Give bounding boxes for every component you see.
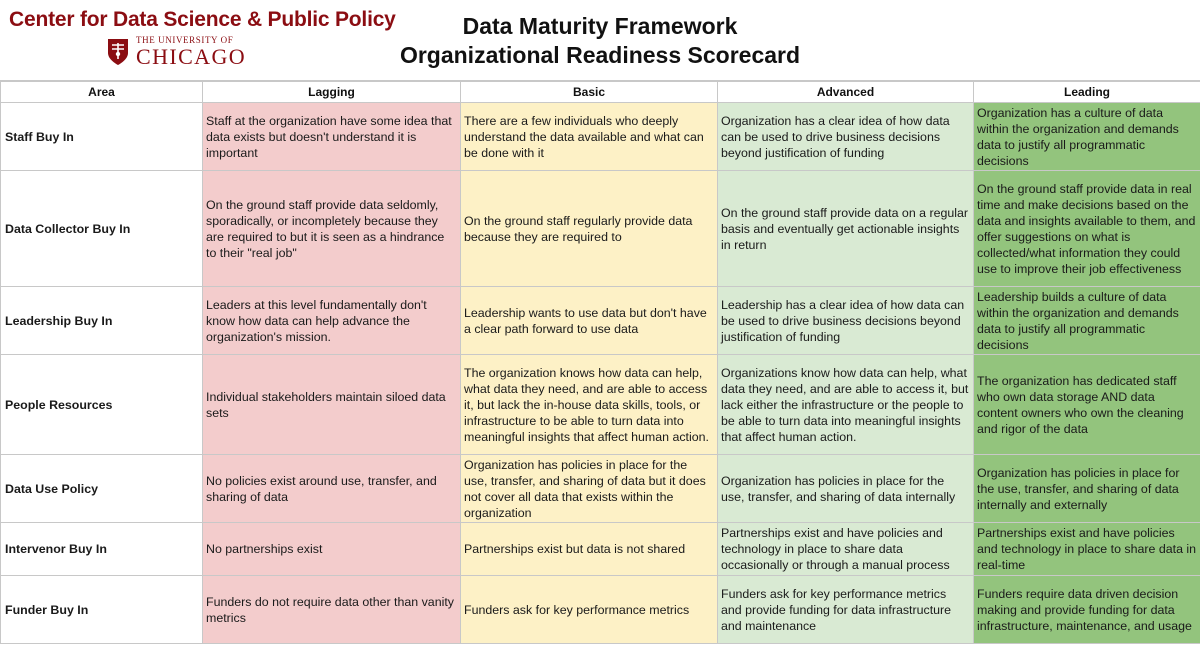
leading-cell: Organization has policies in place for the use, transfer, and sharing of data internally and externally: [974, 455, 1200, 523]
area-cell: Data Collector Buy In: [1, 171, 203, 287]
basic-cell: The organization knows how data can help, what data they need, and are able to access it, but lack the in-house data skills, tools, or infrastructure to be able to turn data into meaningful insights that affect human action.: [461, 355, 718, 455]
advanced-cell: On the ground staff provide data on a regular basis and eventually get actionable insights in return: [718, 171, 974, 287]
column-header-leading: Leading: [974, 82, 1200, 103]
area-cell: Intervenor Buy In: [1, 523, 203, 576]
advanced-cell: Leadership has a clear idea of how data can be used to drive business decisions beyond justification of funding: [718, 287, 974, 355]
lagging-cell: No partnerships exist: [203, 523, 461, 576]
column-header-lagging: Lagging: [203, 82, 461, 103]
column-header-advanced: Advanced: [718, 82, 974, 103]
leading-cell: Leadership builds a culture of data within the organization and demands data to justify all programmatic decisions: [974, 287, 1200, 355]
leading-cell: Organization has a culture of data within the organization and demands data to justify all programmatic decisions: [974, 103, 1200, 171]
lagging-cell: Staff at the organization have some idea that data exists but doesn't understand it is important: [203, 103, 461, 171]
header: [0, 0, 1200, 81]
org-name: Center for Data Science & Public Policy: [9, 8, 396, 31]
table-row: [1, 576, 1200, 644]
area-cell: Staff Buy In: [1, 103, 203, 171]
lagging-cell: No policies exist around use, transfer, and sharing of data: [203, 455, 461, 523]
advanced-cell: Funders ask for key performance metrics and provide funding for data infrastructure and maintenance: [718, 576, 974, 644]
leading-cell: On the ground staff provide data in real time and make decisions based on the data and insights available to them, and offer suggestions on what is collected/what information they could use to improve their job effectiveness: [974, 171, 1200, 287]
area-cell: People Resources: [1, 355, 203, 455]
area-cell: Data Use Policy: [1, 455, 203, 523]
table-row: [1, 287, 1200, 355]
advanced-cell: Organizations know how data can help, what data they need, and are able to access it, but lack either the infrastructure or the people to be able to turn data into meaningful insights that affect human action.: [718, 355, 974, 455]
leading-cell: Funders require data driven decision making and provide funding for data infrastructure, maintenance, and usage: [974, 576, 1200, 644]
table-row: [1, 171, 1200, 287]
advanced-cell: Organization has policies in place for the use, transfer, and sharing of data internally: [718, 455, 974, 523]
lagging-cell: On the ground staff provide data seldomly, sporadically, or incompletely because they are required to but it is seen as a hindrance to their "real job": [203, 171, 461, 287]
lagging-cell: Leaders at this level fundamentally don't know how data can help advance the organization's mission.: [203, 287, 461, 355]
university-logo: [106, 34, 246, 70]
page-subtitle: Organizational Readiness Scorecard: [399, 42, 801, 68]
basic-cell: There are a few individuals who deeply understand the data available and what can be done with it: [461, 103, 718, 171]
table-header-row: [1, 82, 1200, 103]
advanced-cell: Partnerships exist and have policies and technology in place to share data occasionally or through a manual process: [718, 523, 974, 576]
basic-cell: On the ground staff regularly provide data because they are required to: [461, 171, 718, 287]
lagging-cell: Individual stakeholders maintain siloed data sets: [203, 355, 461, 455]
table-row: [1, 103, 1200, 171]
column-header-basic: Basic: [461, 82, 718, 103]
column-header-area: Area: [1, 82, 203, 103]
basic-cell: Leadership wants to use data but don't have a clear path forward to use data: [461, 287, 718, 355]
area-cell: Leadership Buy In: [1, 287, 203, 355]
basic-cell: Funders ask for key performance metrics: [461, 576, 718, 644]
basic-cell: Partnerships exist but data is not shared: [461, 523, 718, 576]
table-row: [1, 355, 1200, 455]
leading-cell: Partnerships exist and have policies and technology in place to share data in real-time: [974, 523, 1200, 576]
university-line2: CHICAGO: [136, 44, 247, 69]
table-row: [1, 523, 1200, 576]
shield-icon: [106, 37, 130, 67]
table-row: [1, 455, 1200, 523]
area-cell: Funder Buy In: [1, 576, 203, 644]
leading-cell: The organization has dedicated staff who own data storage AND data content owners who own the cleaning and rigor of the data: [974, 355, 1200, 455]
lagging-cell: Funders do not require data other than vanity metrics: [203, 576, 461, 644]
university-line1: THE UNIVERSITY OF: [136, 35, 234, 45]
page-title: Data Maturity Framework: [462, 13, 738, 39]
scorecard-table: [0, 81, 1200, 644]
advanced-cell: Organization has a clear idea of how data can be used to drive business decisions beyond justification of funding: [718, 103, 974, 171]
basic-cell: Organization has policies in place for the use, transfer, and sharing of data but it does not cover all data that exists within the organization: [461, 455, 718, 523]
